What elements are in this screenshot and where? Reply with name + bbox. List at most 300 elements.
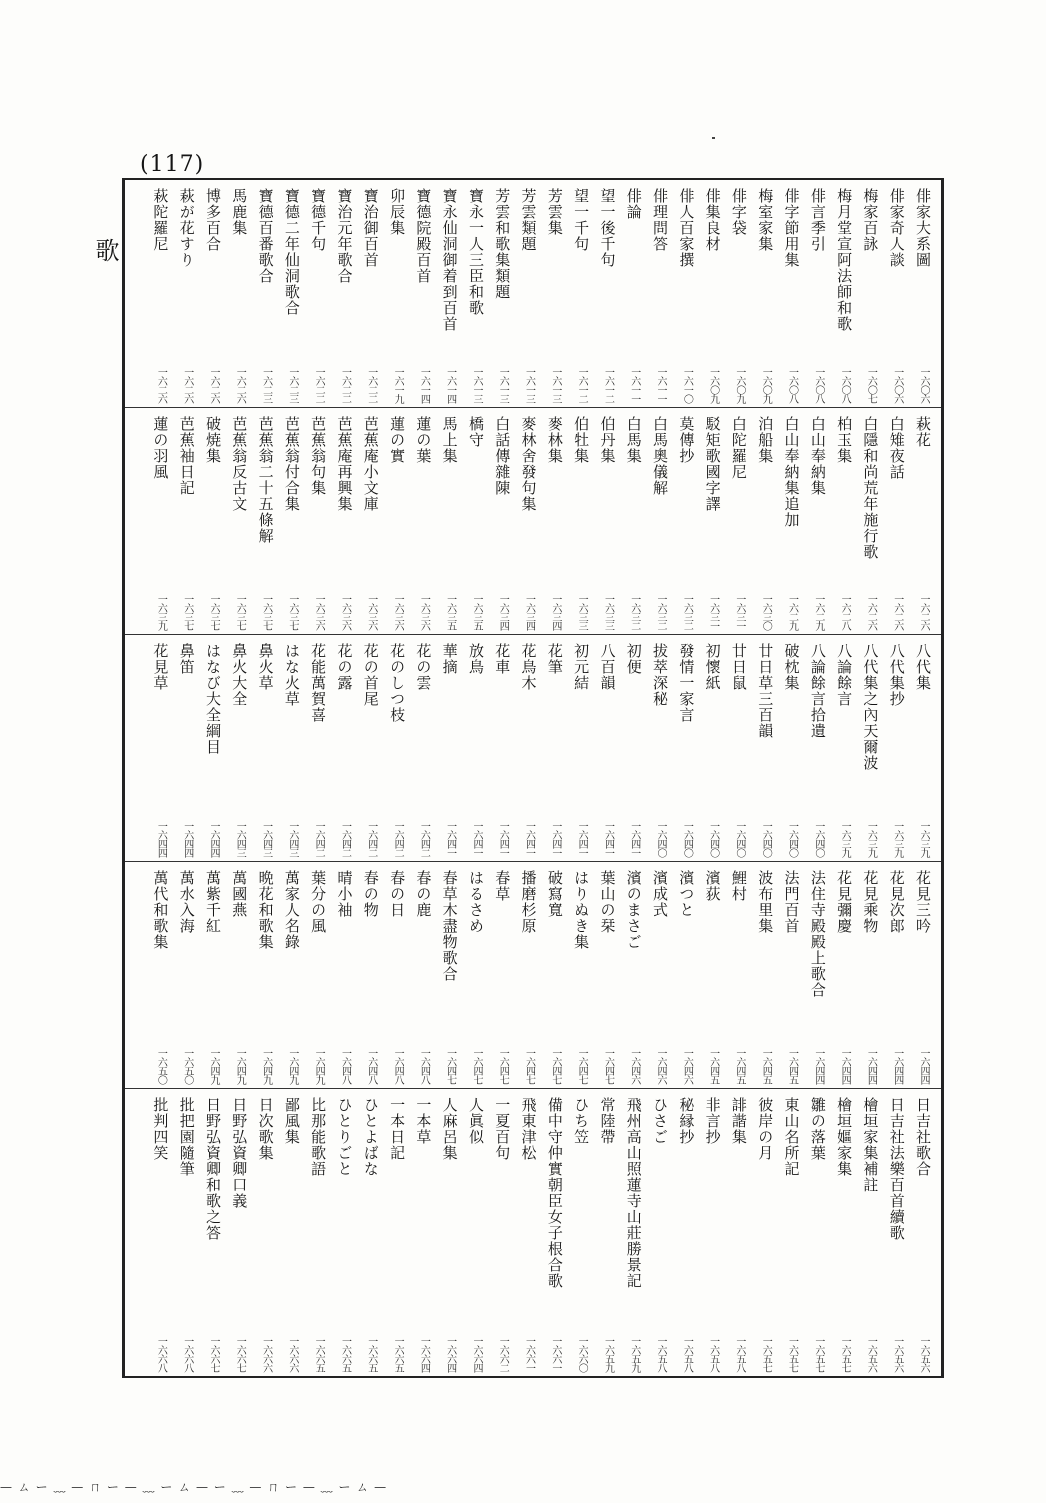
entry-title: 柏玉集 [835, 416, 854, 464]
index-entry [173, 635, 199, 861]
index-entry [252, 862, 278, 1088]
index-entry [436, 635, 462, 861]
index-entry [331, 408, 357, 634]
entry-page-number: 一六五八 [655, 1336, 667, 1372]
entry-page-number: 一六六五 [365, 1336, 377, 1372]
entry-page-number: 一六三二 [628, 594, 640, 630]
entry-page-number: 一六三一 [733, 594, 745, 630]
entry-page-number: 一六一四 [444, 367, 456, 403]
entry-page-number: 一六六〇 [576, 1336, 588, 1372]
entry-page-number: 一六四六 [681, 1048, 693, 1084]
entry-title: ひち笠 [572, 1097, 591, 1145]
entry-page-number: 一六六七 [234, 1336, 246, 1372]
entry-page-number: 一六五七 [812, 1336, 824, 1372]
entry-page-number: 一六三五 [444, 594, 456, 630]
running-head: 歌 [91, 238, 119, 270]
entry-page-number: 一六三三 [602, 594, 614, 630]
index-entry [489, 635, 515, 861]
index-entry [331, 635, 357, 861]
entry-title: 橋守 [466, 416, 485, 448]
entry-page-number: 一六六五 [392, 1336, 404, 1372]
index-entry [200, 180, 226, 407]
entry-title: 伯牡集 [572, 416, 591, 464]
entry-page-number: 一六〇八 [786, 367, 798, 403]
entry-title: 博多百合 [203, 188, 222, 252]
entry-title: 萬代和歌集 [151, 870, 170, 950]
entry-title: 芭蕉庵小文庫 [361, 416, 380, 512]
entry-page-number: 一六四九 [234, 1048, 246, 1084]
entry-page-number: 一六六五 [339, 1336, 351, 1372]
index-entry [647, 180, 673, 407]
index-entry [620, 180, 646, 407]
entry-title: 芳雲和歌集類題 [493, 188, 512, 300]
entry-title: ひとりごと [335, 1097, 354, 1177]
entry-title: 日吉社歌合 [914, 1097, 932, 1177]
entry-title: 梅家百詠 [861, 188, 880, 252]
entry-title: 俳家奇人談 [887, 188, 906, 268]
index-entry [252, 408, 278, 634]
index-entry [384, 635, 410, 861]
entry-page-number: 一六五六 [865, 1336, 877, 1372]
index-entry [384, 862, 410, 1088]
entry-title: 花見草 [151, 643, 170, 691]
entry-page-number: 一六四四 [181, 821, 193, 857]
entry-title: 蓮の羽風 [151, 416, 170, 480]
entry-page-number: 一六二六 [891, 594, 903, 630]
entry-page-number: 一六〇六 [918, 367, 929, 403]
index-entry [831, 862, 857, 1088]
entry-page-number: 一六一四 [418, 367, 430, 403]
index-entry [357, 180, 383, 407]
index-entry [620, 862, 646, 1088]
entry-title: 檜垣家集補註 [861, 1097, 880, 1193]
entry-title: 批把園隨筆 [177, 1097, 196, 1177]
index-entry [752, 1089, 778, 1376]
entry-page-number: 一六四一 [602, 821, 614, 857]
entry-page-number: 一六四七 [549, 1048, 561, 1084]
index-entry [357, 408, 383, 634]
entry-page-number: 一六二二 [339, 367, 351, 403]
index-entry [883, 408, 909, 634]
entry-title: 春の日 [388, 870, 407, 918]
entry-title: 八百韻 [598, 643, 617, 691]
entry-title: 初懷紙 [703, 643, 722, 691]
entry-page-number: 一六四七 [470, 1048, 482, 1084]
index-entry [147, 180, 173, 407]
index-entry [883, 1089, 909, 1376]
entry-title: ひとよばな [361, 1097, 380, 1177]
index-entry [910, 862, 936, 1088]
entry-title: 俳集良材 [703, 188, 722, 252]
entry-page-number: 一六六一 [549, 1336, 561, 1372]
entry-title: 俳言季引 [808, 188, 827, 252]
entry-page-number: 一六四七 [576, 1048, 588, 1084]
entry-page-number: 一六四〇 [812, 821, 824, 857]
index-entry [463, 635, 489, 861]
index-entry [752, 635, 778, 861]
entry-page-number: 一六三四 [549, 594, 561, 630]
entry-title: 法門百首 [782, 870, 801, 934]
entry-title: 破寫寬 [545, 870, 564, 918]
entry-title: 日吉社法樂百首續歌 [887, 1097, 906, 1241]
entry-title: 拔萃深秘 [651, 643, 670, 707]
index-entry [515, 635, 541, 861]
entry-title: 萩が花すり [177, 188, 196, 268]
entry-page-number: 一六四二 [339, 821, 351, 857]
entry-page-number: 一六六五 [313, 1336, 325, 1372]
entry-title: 備中守仲實朝臣女子根合歌 [545, 1097, 564, 1289]
entry-page-number: 一六五七 [839, 1336, 851, 1372]
index-entry [778, 180, 804, 407]
entry-page-number: 一六六八 [155, 1336, 167, 1372]
entry-page-number: 一六四一 [497, 821, 509, 857]
entry-title: 花の雲 [414, 643, 433, 691]
index-entry [620, 408, 646, 634]
index-entry [647, 1089, 673, 1376]
index-entry [726, 1089, 752, 1376]
entry-title: 寶治元年歌合 [335, 188, 354, 284]
index-entry [673, 408, 699, 634]
entry-title: 葉山の栞 [598, 870, 617, 934]
entry-page-number: 一六五八 [707, 1336, 719, 1372]
entry-page-number: 一六四九 [286, 1048, 298, 1084]
entry-page-number: 一六六四 [418, 1336, 430, 1372]
entry-title: 寶治御百首 [361, 188, 380, 268]
entry-title: 俳家大系圖 [914, 188, 932, 268]
entry-page-number: 一六四一 [549, 821, 561, 857]
entry-title: 破焼集 [203, 416, 222, 464]
index-entry [489, 408, 515, 634]
entry-title: はるさめ [466, 870, 485, 934]
index-entry [279, 635, 305, 861]
entry-title: 初便 [624, 643, 643, 675]
index-entry [542, 862, 568, 1088]
index-entry [226, 635, 252, 861]
index-entry [673, 1089, 699, 1376]
entry-page-number: 一六三七 [181, 594, 193, 630]
index-tier-5 [125, 1088, 941, 1376]
entry-page-number: 一六六七 [207, 1336, 219, 1372]
entry-page-number: 一六四一 [470, 821, 482, 857]
index-entry [910, 180, 936, 407]
entry-page-number: 一六三九 [918, 821, 929, 857]
index-entry [726, 635, 752, 861]
index-tier-1 [125, 180, 941, 407]
index-entry [226, 408, 252, 634]
index-entry [410, 635, 436, 861]
entry-title: 萬紫千紅 [203, 870, 222, 934]
entry-page-number: 一六四二 [365, 821, 377, 857]
index-entry [279, 408, 305, 634]
entry-title: 白馬奧儀解 [651, 416, 670, 496]
entry-title: 鄙風集 [282, 1097, 301, 1145]
entry-page-number: 一六四〇 [681, 821, 693, 857]
entry-page-number: 一六四七 [497, 1048, 509, 1084]
index-entry [200, 408, 226, 634]
index-entry [173, 180, 199, 407]
index-entry [436, 408, 462, 634]
entry-title: はな火草 [282, 643, 301, 707]
entry-title: 卯辰集 [388, 188, 407, 236]
entry-title: 花鳥木 [519, 643, 538, 691]
entry-title: 飛東津松 [519, 1097, 538, 1161]
entry-page-number: 一六六四 [470, 1336, 482, 1372]
entry-page-number: 一六三六 [365, 594, 377, 630]
index-entry [542, 1089, 568, 1376]
entry-title: 春の鹿 [414, 870, 433, 918]
index-entry [279, 180, 305, 407]
entry-title: 白山奉納集 [808, 416, 827, 496]
index-entry [831, 635, 857, 861]
entry-title: 萬家人名錄 [282, 870, 301, 950]
index-entry [200, 635, 226, 861]
entry-page-number: 一六四〇 [760, 821, 772, 857]
entry-page-number: 一六五七 [786, 1336, 798, 1372]
entry-title: 麥林集 [545, 416, 564, 464]
entry-page-number: 一六五七 [760, 1336, 772, 1372]
entry-page-number: 一六二八 [839, 594, 851, 630]
entry-title: 芭蕉翁二十五條解 [256, 416, 275, 544]
index-entry [489, 180, 515, 407]
entry-page-number: 一六四一 [628, 821, 640, 857]
entry-page-number: 一六四四 [839, 1048, 851, 1084]
index-entry [357, 635, 383, 861]
entry-title: 廿日草三百韻 [756, 643, 775, 739]
entry-title: 俳論 [624, 188, 643, 220]
entry-page-number: 一六四八 [365, 1048, 377, 1084]
index-entry [279, 862, 305, 1088]
entry-page-number: 一六五六 [891, 1336, 903, 1372]
index-entry [805, 1089, 831, 1376]
entry-title: 濱荻 [703, 870, 722, 902]
index-entry [305, 862, 331, 1088]
entry-page-number: 一六二六 [155, 367, 167, 403]
entry-title: 日野弘資卿口義 [230, 1097, 249, 1209]
index-entry [568, 180, 594, 407]
entry-page-number: 一六四四 [155, 821, 167, 857]
entry-page-number: 一六一三 [470, 367, 482, 403]
entry-title: 芭蕉翁句集 [309, 416, 328, 496]
entry-title: 望一後千句 [598, 188, 617, 268]
index-entry [252, 1089, 278, 1376]
entry-title: 芳雲類題 [519, 188, 538, 252]
entry-title: 馬鹿集 [230, 188, 249, 236]
index-entry [594, 635, 620, 861]
entry-page-number: 一六二三 [286, 367, 298, 403]
entry-title: 俳字節用集 [782, 188, 801, 268]
entry-page-number: 一六〇八 [812, 367, 824, 403]
entry-title: 人眞似 [466, 1097, 485, 1145]
entry-page-number: 一六三四 [523, 594, 535, 630]
entry-title: 花筆 [545, 643, 564, 675]
index-entry [489, 1089, 515, 1376]
entry-page-number: 一六四六 [655, 1048, 667, 1084]
entry-title: 波布里集 [756, 870, 775, 934]
entry-page-number: 一六四四 [207, 821, 219, 857]
entry-title: 寶永仙洞御着到百首 [440, 188, 459, 332]
index-entry [463, 180, 489, 407]
index-entry [673, 180, 699, 407]
entry-page-number: 一六四三 [234, 821, 246, 857]
index-entry [384, 180, 410, 407]
index-entry [515, 1089, 541, 1376]
index-entry [883, 862, 909, 1088]
entry-title: 鼻笛 [177, 643, 196, 675]
entry-title: 寶永一人三臣和歌 [466, 188, 485, 316]
entry-title: 比那能歌語 [309, 1097, 328, 1177]
entry-page-number: 一六四一 [444, 821, 456, 857]
entry-page-number: 一六四五 [786, 1048, 798, 1084]
index-entry [305, 408, 331, 634]
index-entry [515, 180, 541, 407]
entry-title: 花のしつ枝 [388, 643, 407, 723]
index-entry [699, 180, 725, 407]
entry-page-number: 一六四八 [339, 1048, 351, 1084]
index-entry [857, 862, 883, 1088]
entry-title: はなび大全綱目 [203, 643, 222, 755]
entry-title: 萬水入海 [177, 870, 196, 934]
entry-title: 花見乘物 [861, 870, 880, 934]
index-entry [647, 635, 673, 861]
index-entry [226, 1089, 252, 1376]
entry-title: 望一千句 [572, 188, 591, 252]
entry-title: 東山名所記 [782, 1097, 801, 1177]
entry-title: 白山奉納集追加 [782, 416, 801, 528]
entry-title: 花見次郎 [887, 870, 906, 934]
index-entry [857, 1089, 883, 1376]
entry-title: 梅室家集 [756, 188, 775, 252]
entry-title: 八論餘言拾遺 [808, 643, 827, 739]
entry-page-number: 一六六四 [444, 1336, 456, 1372]
index-entry [910, 1089, 936, 1376]
entry-page-number: 一六一二 [602, 367, 614, 403]
entry-title: 破枕集 [782, 643, 801, 691]
entry-title: 八代集之內天爾波 [861, 643, 880, 771]
entry-page-number: 一六一三 [549, 367, 561, 403]
entry-title: はりぬき集 [572, 870, 591, 950]
index-tier-2 [125, 407, 941, 634]
index-entry [489, 862, 515, 1088]
entry-page-number: 一六五六 [918, 1336, 929, 1372]
entry-page-number: 一六二九 [812, 594, 824, 630]
index-entry [436, 862, 462, 1088]
entry-title: 白陀羅尼 [729, 416, 748, 480]
entry-page-number: 一六四二 [418, 821, 430, 857]
index-entry [805, 635, 831, 861]
index-entry [594, 1089, 620, 1376]
entry-page-number: 一六三三 [576, 594, 588, 630]
entry-page-number: 一六一三 [523, 367, 535, 403]
entry-title: 濱つと [677, 870, 696, 918]
entry-page-number: 一六四三 [260, 821, 272, 857]
entry-page-number: 一六四五 [733, 1048, 745, 1084]
entry-title: 八代集抄 [887, 643, 906, 707]
entry-page-number: 一六五九 [628, 1336, 640, 1372]
page-number: (117) [140, 152, 205, 177]
entry-title: 寶德二年仙洞歌合 [282, 188, 301, 316]
index-entry [568, 635, 594, 861]
index-tier-3 [125, 634, 941, 861]
entry-page-number: 一六三二 [655, 594, 667, 630]
entry-title: 彼岸の月 [756, 1097, 775, 1161]
entry-title: 春草木盡物歌合 [440, 870, 459, 982]
index-entry [831, 408, 857, 634]
entry-title: 萬國燕 [230, 870, 249, 918]
entry-page-number: 一六三九 [891, 821, 903, 857]
entry-title: 華摘 [440, 643, 459, 675]
entry-title: 俳字袋 [729, 188, 748, 236]
index-entry [173, 862, 199, 1088]
entry-page-number: 一六六二 [497, 1336, 509, 1372]
entry-title: 萩陀羅尼 [151, 188, 170, 252]
entry-page-number: 一六六八 [181, 1336, 193, 1372]
entry-page-number: 一六〇六 [891, 367, 903, 403]
index-entry [200, 862, 226, 1088]
entry-page-number: 一六三七 [234, 594, 246, 630]
entry-title: 雛の落葉 [808, 1097, 827, 1161]
entry-page-number: 一六三六 [392, 594, 404, 630]
entry-page-number: 一六三七 [207, 594, 219, 630]
index-entry [226, 180, 252, 407]
index-entry [436, 1089, 462, 1376]
index-entry [699, 862, 725, 1088]
index-entry [831, 1089, 857, 1376]
entry-page-number: 一六四七 [444, 1048, 456, 1084]
entry-title: 日野弘資卿和歌之答 [203, 1097, 222, 1241]
index-entry [699, 408, 725, 634]
entry-page-number: 一六一〇 [681, 367, 693, 403]
index-entry [752, 408, 778, 634]
index-entry [699, 1089, 725, 1376]
entry-title: 駁矩歌國字譯 [703, 416, 722, 512]
entry-title: 花見彌慶 [835, 870, 854, 934]
entry-title: 梅月堂宣阿法師和歌 [835, 188, 854, 332]
entry-title: 常陸帶 [598, 1097, 617, 1145]
index-entry [568, 862, 594, 1088]
entry-title: 伯丹集 [598, 416, 617, 464]
entry-page-number: 一六〇八 [839, 367, 851, 403]
entry-title: 發情一家言 [677, 643, 696, 723]
entry-title: 誹諧集 [729, 1097, 748, 1145]
entry-page-number: 一六一三 [497, 367, 509, 403]
entry-title: 寶德百番歌合 [256, 188, 275, 284]
index-entry [726, 408, 752, 634]
entry-title: 花見三吟 [914, 870, 932, 934]
index-entry [910, 408, 936, 634]
index-entry [279, 1089, 305, 1376]
entry-title: 葉分の風 [309, 870, 328, 934]
index-tier-4 [125, 861, 941, 1088]
index-entry [883, 635, 909, 861]
index-entry [778, 1089, 804, 1376]
entry-title: 一夏百句 [493, 1097, 512, 1161]
entry-page-number: 一六五〇 [181, 1048, 193, 1084]
entry-page-number: 一六四〇 [786, 821, 798, 857]
entry-page-number: 一六四九 [260, 1048, 272, 1084]
index-entry [883, 180, 909, 407]
entry-title: 芭蕉翁付合集 [282, 416, 301, 512]
entry-title: 一本日記 [388, 1097, 407, 1161]
entry-title: 八代集 [914, 643, 932, 691]
entry-page-number: 一六一二 [576, 367, 588, 403]
index-entry [831, 180, 857, 407]
entry-title: 鯉村 [729, 870, 748, 902]
entry-page-number: 一六三二 [681, 594, 693, 630]
entry-title: 非言抄 [703, 1097, 722, 1145]
entry-page-number: 一六二六 [207, 367, 219, 403]
entry-page-number: 一六三六 [339, 594, 351, 630]
entry-title: 寶德千句 [309, 188, 328, 252]
